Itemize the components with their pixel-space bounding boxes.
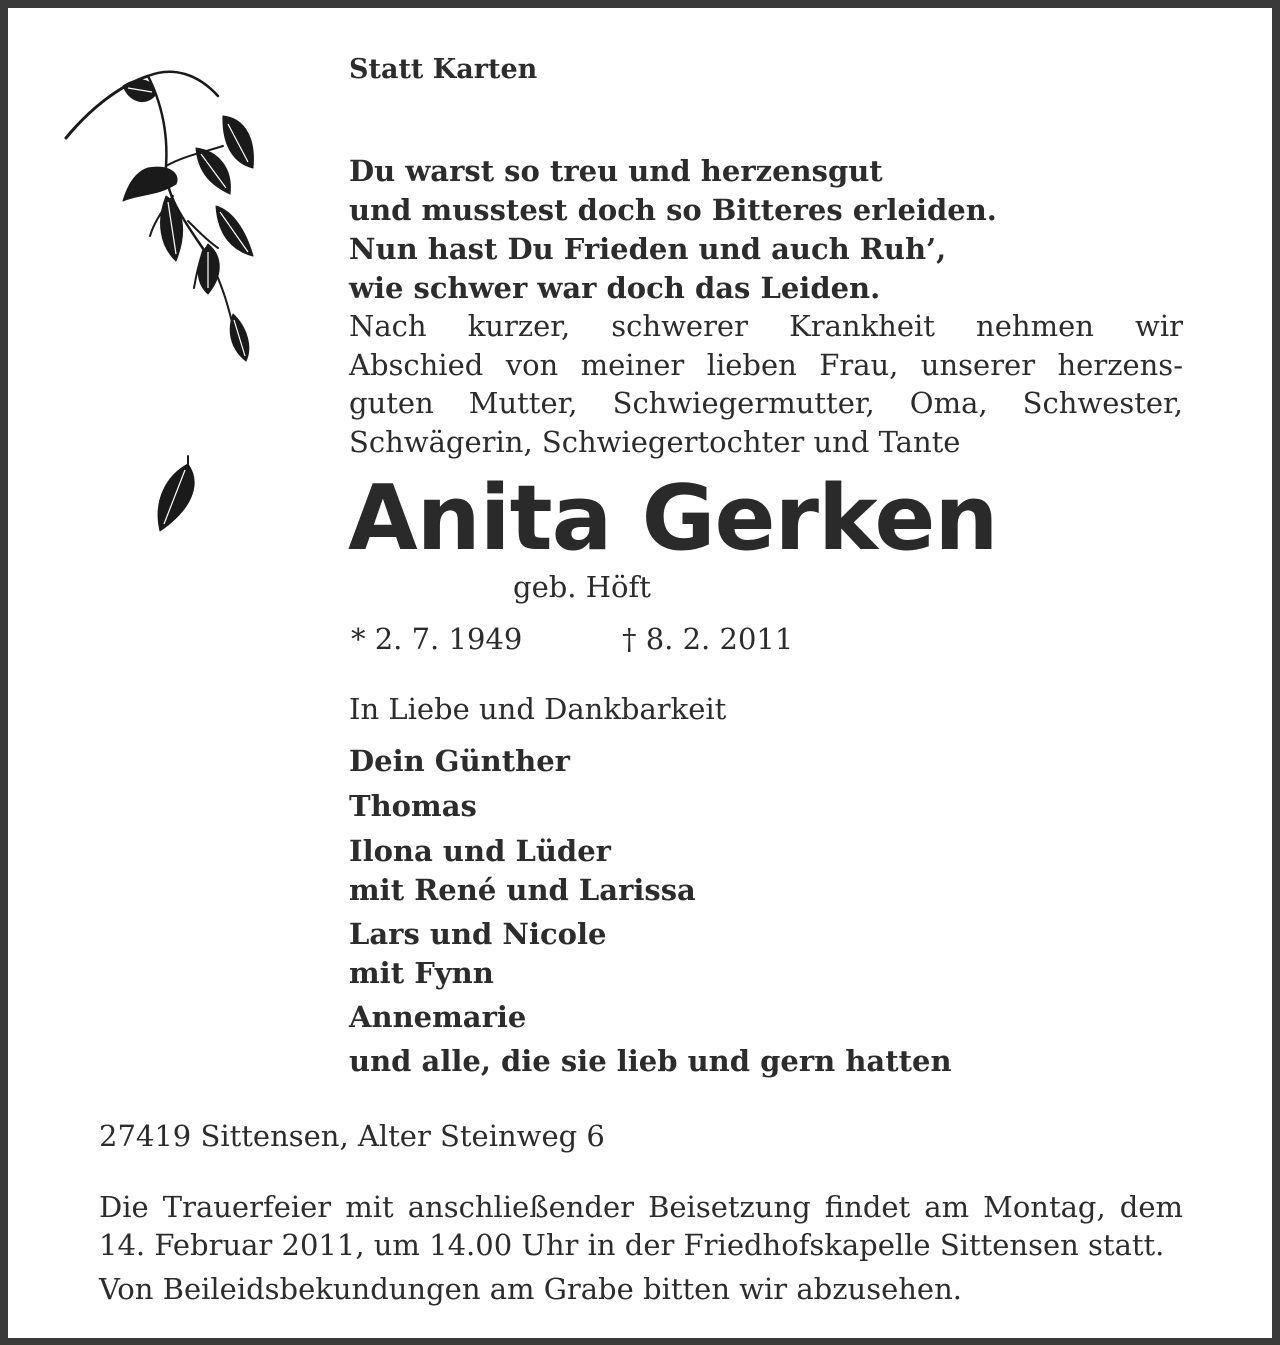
intro-line: Nach kurzer, schwerer Krankheit nehmen wir [349,309,1183,343]
condolence-note: Von Beileidsbekundungen am Grabe bitten wir abzusehen. [99,1272,962,1306]
address: 27419 Sittensen, Alter Steinweg 6 [99,1119,605,1153]
verse-line: wie schwer war doch das Leiden. [349,271,881,305]
intro-text [349,307,1183,461]
verse-line: und musstest doch so Bitteres erleiden. [349,193,997,227]
funeral-info [99,1188,1183,1264]
birch-branch-icon [48,56,288,556]
mourner-line: Lars und Nicole [349,917,607,951]
death-date: † 8. 2. 2011 [622,622,794,656]
verse-line: Nun hast Du Frieden und auch Ruh’, [349,232,947,266]
deceased-name: Anita Gerken [348,466,998,571]
birth-date: * 2. 7. 1949 [351,622,523,656]
heading: Statt Karten [349,54,538,85]
mourner-line: Dein Günther [349,744,570,778]
mourner-line: mit Fynn [349,956,494,990]
funeral-line: Die Trauerfeier mit anschließender Beisetzung findet am Montag, dem [99,1190,1183,1224]
mourner-line: und alle, die sie lieb und gern hatten [349,1044,952,1078]
mourner-line: Ilona und Lüder [349,834,611,868]
mourner-line: Annemarie [349,1000,527,1034]
mourner-line: mit René und Larissa [349,873,696,907]
maiden-name: geb. Höft [513,570,651,604]
in-love-line: In Liebe und Dankbarkeit [349,692,727,726]
verse-line: Du warst so treu und herzensgut [349,154,883,188]
intro-line: Schwägerin, Schwiegertochter und Tante [349,424,961,459]
funeral-line: 14. Februar 2011, um 14.00 Uhr in der Friedhofskapelle Sittensen statt. [99,1228,1165,1262]
mourner-line: Thomas [349,789,477,823]
verse [349,152,997,308]
intro-line: Abschied von meiner lieben Frau, unserer herzens- [349,347,1183,382]
intro-line: guten Mutter, Schwiegermutter, Oma, Schwester, [349,386,1183,420]
